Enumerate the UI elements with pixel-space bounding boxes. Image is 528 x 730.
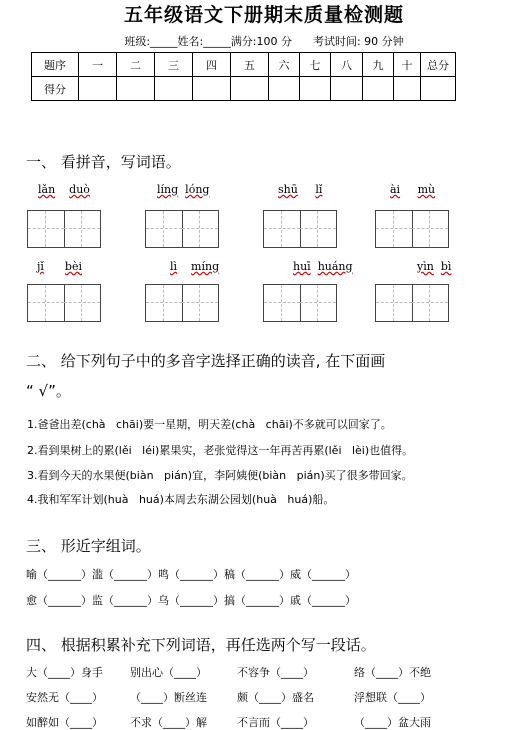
score-cell[interactable]	[394, 77, 421, 101]
idiom-item[interactable]: 不容争（____）	[237, 666, 314, 679]
writing-box[interactable]	[263, 284, 337, 322]
section1-heading: 一、 看拼音，写词语。	[26, 153, 181, 171]
score-cell[interactable]	[363, 77, 394, 101]
score-cell[interactable]	[300, 77, 331, 101]
score-cell[interactable]	[331, 77, 363, 101]
pinyin-label: lì míng	[170, 260, 220, 273]
score-header-cell: 六	[269, 53, 300, 77]
idiom-item[interactable]: 不求（____）解	[130, 716, 207, 729]
score-header-cell: 十	[394, 53, 421, 77]
idiom-item[interactable]: 如醉如（____）	[26, 716, 103, 729]
idiom-item[interactable]: （____）断丝连	[130, 691, 207, 704]
idiom-item[interactable]: 安然无（____）	[26, 691, 103, 704]
score-table-header-row	[32, 53, 456, 77]
idiom-item[interactable]: 络（____）不绝	[354, 666, 431, 679]
pinyin-label: shū lǐ	[278, 183, 323, 196]
idiom-item[interactable]: （____）盆大雨	[354, 716, 431, 729]
score-header-cell: 三	[155, 53, 193, 77]
idiom-item[interactable]: 浮想联（____）	[354, 691, 431, 704]
writing-box[interactable]	[263, 210, 337, 248]
writing-box[interactable]	[375, 210, 449, 248]
pinyin-label: líng lóng	[157, 183, 210, 196]
section3-heading: 三、 形近字组词。	[26, 537, 151, 555]
idiom-item[interactable]: 大（____）身手	[26, 666, 103, 679]
pinyin-label: jǐ bèi	[37, 260, 82, 273]
class-label: 班级:	[124, 35, 151, 48]
pinyin-label: lǎn duò	[38, 183, 90, 196]
full-score: 满分:100 分	[230, 35, 292, 48]
score-header-cell: 九	[363, 53, 394, 77]
word-group-row[interactable]: 愈（______）监（______）乌（______）搞（______）戚（______）	[26, 594, 356, 607]
score-table	[31, 52, 456, 101]
class-blank[interactable]: _____	[150, 35, 178, 48]
score-header-cell: 五	[231, 53, 269, 77]
section4-heading: 四、 根据积累补充下列词语，再任选两个写一段话。	[26, 636, 376, 654]
pinyin-label: huī huáng	[293, 260, 353, 273]
score-header-cell: 题序	[32, 53, 79, 77]
question-sentence: 2.看到果树上的累(lěi léi)累果实，老张觉得这一年再苦再累(lěi lèi)也值得。	[27, 444, 414, 457]
score-row-label: 得分	[32, 77, 79, 101]
score-cell[interactable]	[193, 77, 231, 101]
writing-box[interactable]	[27, 210, 101, 248]
score-header-cell: 四	[193, 53, 231, 77]
page-title: 五年级语文下册期末质量检测题	[123, 4, 404, 26]
name-label: 姓名:	[177, 35, 204, 48]
score-cell[interactable]	[79, 77, 117, 101]
exam-info	[0, 33, 528, 49]
score-table-score-row	[32, 77, 456, 101]
score-header-cell: 七	[300, 53, 331, 77]
writing-box[interactable]	[27, 284, 101, 322]
pinyin-label: yìn bì	[417, 260, 452, 273]
score-header-cell: 二	[117, 53, 155, 77]
word-group-row[interactable]: 喻（______）滥（______）鸣（______）稿（______）威（______）	[26, 568, 356, 581]
score-cell[interactable]	[231, 77, 269, 101]
score-cell[interactable]	[155, 77, 193, 101]
section2-heading: 二、 给下列句子中的多音字选择正确的读音, 在下面画	[26, 352, 386, 370]
writing-box[interactable]	[145, 284, 219, 322]
writing-box[interactable]	[145, 210, 219, 248]
exam-time: 考试时间: 90 分钟	[312, 35, 404, 48]
question-sentence: 4.我和军军计划(huà huá)本周去东湖公园划(huà huá)船。	[27, 493, 335, 506]
idiom-item[interactable]: 别出心（____）	[130, 666, 207, 679]
idiom-item[interactable]: 颇（____）盛名	[237, 691, 314, 704]
section2-heading-cont: “ √”。	[26, 382, 71, 400]
question-sentence: 1.爸爸出差(chà chāi)要一星期，明天差(chà chāi)不多就可以回家了。	[27, 418, 392, 431]
score-cell[interactable]	[269, 77, 300, 101]
score-cell[interactable]	[421, 77, 456, 101]
score-cell[interactable]	[117, 77, 155, 101]
name-blank[interactable]: _____	[203, 35, 231, 48]
score-header-cell: 总分	[421, 53, 456, 77]
pinyin-label: ài mù	[390, 183, 436, 196]
question-sentence: 3.看到今天的水果便(biàn pián)宜，李阿姨便(biàn pián)买了很多带回家。	[27, 469, 413, 482]
idiom-item[interactable]: 不言而（____）	[237, 716, 314, 729]
score-header-cell: 八	[331, 53, 363, 77]
score-header-cell: 一	[79, 53, 117, 77]
writing-box[interactable]	[375, 284, 449, 322]
